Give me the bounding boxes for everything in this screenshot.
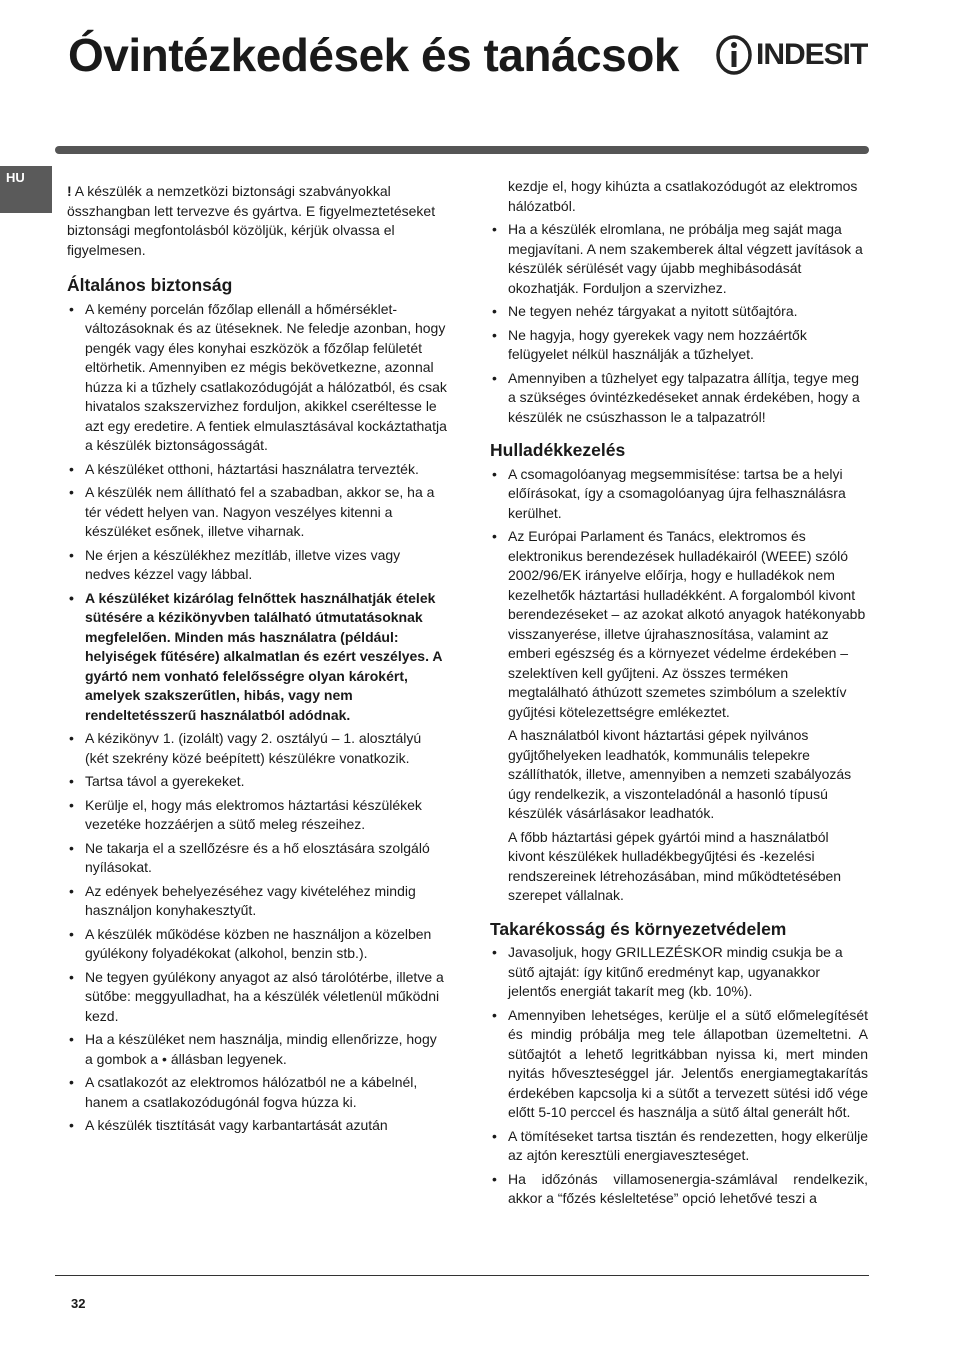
list-item: • A készülék működése közben ne használjon a közelben gyúlékony folyadékokat (alkohol, benzin stb.). bbox=[67, 925, 447, 964]
list-item: • Ha a készüléket nem használja, mindig ellenőrizze, hogy a gombok a • állásban legyenek. bbox=[67, 1030, 447, 1069]
warning-mark: ! bbox=[67, 183, 72, 199]
left-column bbox=[67, 182, 447, 1140]
brand-wordmark: INDESIT bbox=[756, 38, 868, 71]
list-item: • Az Európai Parlament és Tanács, elektromos és elektronikus berendezések hulladékairól (WEEE) szóló 2002/96/EK irányelve előírja, hogy e hulladékok nem kezelhetők háztartási hulladékként. A forgalomból kivont berendezéseket – az azokat alkotó anyagok hatékonyabb visszanyerése, illetve újrahasznosítása, valamint az emberi egészség és a környezet védelme érdekében – szelektíven kell gyűjteni. Az összes terméken megtalálható áthúzott szemetes szimbólum a szelektív gyűjtési kötelezettségre emlékeztet. bbox=[490, 527, 868, 722]
list-item: • Ha időzónás villamosenergia-számlával rendelkezik, akkor a “főzés késleltetése” opció lehetővé teszi a bbox=[490, 1170, 868, 1209]
header-divider bbox=[55, 146, 869, 154]
economy-heading: Takarékosság és környezetvédelem bbox=[490, 918, 787, 939]
list-item: • A készülék tisztítását vagy karbantartását azután bbox=[67, 1116, 447, 1136]
waste-list bbox=[490, 465, 868, 723]
list-item: • Amennyiben lehetséges, kerülje el a sütő előmelegítését és mindig próbálja meg tele állapotban üzemeltetni. A sütőajtót a lehető legritkábban nyissa ki, mert minden nyitás hőveszteséggel jár. Jelentős energiamegtakarítás érdekében kapcsolja ki a sütőt a tervezett sütési idő vége előtt 5-10 perccel és használja a sütő által generált hőt. bbox=[490, 1006, 868, 1123]
general-safety-list-continued bbox=[490, 220, 868, 427]
continued-text: kezdje el, hogy kihúzta a csatlakozódugót az elektromos hálózatból. bbox=[508, 178, 858, 214]
right-column bbox=[490, 177, 868, 1213]
list-item: • Ne érjen a készülékhez mezítláb, illetve vizes vagy nedves kézzel vagy lábbal. bbox=[67, 546, 447, 585]
list-item: • Ne tegyen nehéz tárgyakat a nyitott sütőajtóra. bbox=[490, 302, 868, 322]
list-item: • A készüléket otthoni, háztartási használatra tervezték. bbox=[67, 460, 447, 480]
list-item: • Javasoljuk, hogy GRILLEZÉSKOR mindig csukja be a sütő ajtaját: így kitűnő eredményt kap, ugyanakkor jelentős energiát takarít meg (kb. 10%). bbox=[490, 943, 868, 1002]
list-item: • Ne tegyen gyúlékony anyagot az alsó tárolótérbe, illetve a sütőbe: meggyulladhat, ha a készülék véletlenül működni kezd. bbox=[67, 968, 447, 1027]
list-item: • A kemény porcelán főzőlap ellenáll a hőmérséklet-változásoknak és az ütéseknek. Ne feledje azonban, hogy pengék vagy éles konyhai eszközök a főzőlap felületét eltörhetik. Amennyiben ez mégis bekövetkezne, azonnal húzza ki a tűzhely csatlakozódugóját a hálózatból, és csak hivatalos szakszervizhez forduljon, akikkel cseréltesse le azt egy eredetire. A fentiek elmulasztásával kockáztathatja a készülék biztonságosságát. bbox=[67, 300, 447, 456]
general-safety-list bbox=[67, 300, 447, 1136]
list-item: • A csatlakozót az elektromos hálózatból ne a kábelnél, hanem a csatlakozódugónál fogva húzza ki. bbox=[67, 1073, 447, 1112]
indesit-i-icon bbox=[714, 34, 754, 76]
intro-body: A készülék a nemzetközi biztonsági szabványokkal összhangban lett tervezve és gyártva. E figyelmeztetéseket biztonsági megfontolásból közöljük, kérjük olvassa el figyelmesen. bbox=[67, 183, 436, 258]
waste-heading: Hulladékkezelés bbox=[490, 440, 626, 460]
waste-paragraph: A főbb háztartási gépek gyártói mind a használatból kivont készülékek hulladékbegyűjtési és -kezelési rendszereinek létrehozásában, mind működtetésében szerepet vállalnak. bbox=[508, 828, 842, 903]
list-item: • Az edények behelyezéséhez vagy kivételéhez mindig használjon konyhakesztyűt. bbox=[67, 882, 447, 921]
list-item: • Kerülje el, hogy más elektromos háztartási készülékek vezetéke hozzáérjen a sütő meleg részeihez. bbox=[67, 796, 447, 835]
intro-text bbox=[67, 182, 447, 260]
brand-logo bbox=[714, 34, 870, 76]
general-safety-heading: Általános biztonság bbox=[67, 275, 233, 295]
economy-list bbox=[490, 943, 868, 1209]
list-item: • Tartsa távol a gyerekeket. bbox=[67, 772, 447, 792]
language-tab: HU bbox=[0, 166, 52, 213]
list-item: • Amennyiben a tûzhelyet egy talpazatra állítja, tegye meg a szükséges óvintézkedéseket annak érdekében, hogy a készülék ne csúszhasson le a talpazatról! bbox=[490, 369, 868, 428]
list-item: • Ne hagyja, hogy gyerekek vagy nem hozzáértők felügyelet nélkül használják a tűzhelyet. bbox=[490, 326, 868, 365]
list-item: • Ne takarja el a szellőzésre és a hő elosztására szolgáló nyílásokat. bbox=[67, 839, 447, 878]
page-title: Óvintézkedések és tanácsok bbox=[68, 29, 679, 81]
page-number: 32 bbox=[71, 1296, 86, 1311]
list-item: • Ha a készülék elromlana, ne próbálja meg saját maga megjavítani. A nem szakemberek által végzett javítások a készülék sérülését vagy újabb meghibásodását okozhatják. Forduljon a szervizhez. bbox=[490, 220, 868, 298]
waste-paragraph: A használatból kivont háztartási gépek nyilvános gyűjtőhelyeken leadhatók, kommunális telepekre szállíthatók, illetve, amennyiben a nemzeti szabályozás úgy rendelkezik, a viszonteladónál a hasonló típusú készülék vásárlásakor leadhatók. bbox=[508, 727, 852, 821]
footer-divider bbox=[55, 1275, 869, 1276]
list-item-bold: • A készüléket kizárólag felnőttek használhatják ételek sütésére a kézikönyvben található útmutatásoknak megfelelően. Minden más használatra (például: helyiségek fűtésére) alkalmatlan és ezért veszélyes. A gyártó nem vonható felelősségre olyan károkért, amelyek szakszerűtlen, hibás, vagy nem rendeltetésszerű használatból adódnak. bbox=[67, 589, 447, 726]
list-item: • A tömítéseket tartsa tisztán és rendezetten, hogy elkerülje az ajtón keresztüli energiaveszteséget. bbox=[490, 1127, 868, 1166]
list-item: • A csomagolóanyag megsemmisítése: tartsa be a helyi előírásokat, így a csomagolóanyag újra felhasználásra kerülhet. bbox=[490, 465, 868, 524]
list-item: • A kézikönyv 1. (izolált) vagy 2. osztályú – 1. alosztályú (két szekrény közé beépített) készülékre vonatkozik. bbox=[67, 729, 447, 768]
list-item: • A készülék nem állítható fel a szabadban, akkor se, ha a tér védett helyen van. Nagyon veszélyes kitenni a készüléket esőnek, illetve viharnak. bbox=[67, 483, 447, 542]
